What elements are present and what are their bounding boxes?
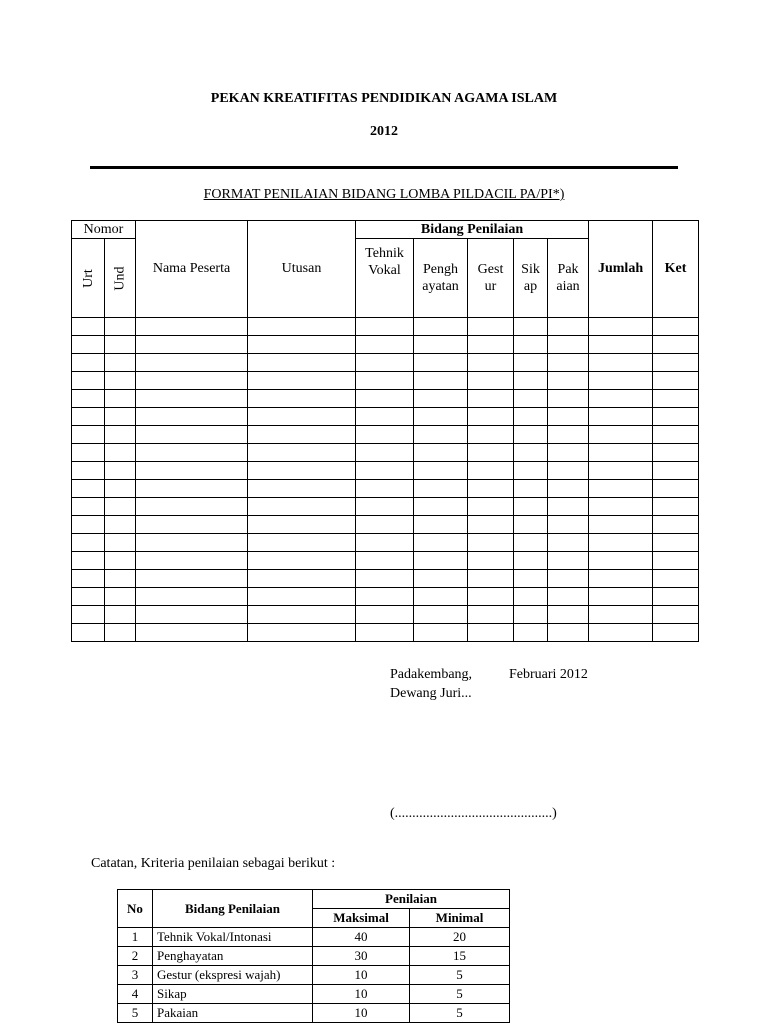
empty-cell (589, 390, 653, 408)
empty-cell (589, 318, 653, 336)
table-row (72, 624, 699, 642)
empty-cell (468, 390, 514, 408)
empty-cell (72, 606, 105, 624)
empty-cell (414, 354, 468, 372)
empty-cell (248, 498, 356, 516)
table-row (72, 426, 699, 444)
criteria-header-maksimal: Maksimal (313, 909, 410, 928)
empty-cell (136, 480, 248, 498)
table-row (72, 534, 699, 552)
empty-cell (548, 480, 589, 498)
header-pakaian: Pak aian (548, 239, 589, 318)
empty-cell (248, 480, 356, 498)
empty-cell (356, 390, 414, 408)
empty-cell (414, 462, 468, 480)
table-row (72, 498, 699, 516)
empty-cell (514, 624, 548, 642)
empty-cell (72, 318, 105, 336)
empty-cell (136, 516, 248, 534)
empty-cell (589, 354, 653, 372)
empty-cell (105, 588, 136, 606)
empty-cell (136, 372, 248, 390)
empty-cell (248, 606, 356, 624)
empty-cell (468, 606, 514, 624)
empty-cell (653, 426, 699, 444)
empty-cell (105, 354, 136, 372)
criteria-max: 30 (313, 947, 410, 966)
criteria-header-bidang: Bidang Penilaian (153, 890, 313, 928)
criteria-row (118, 985, 510, 1004)
empty-cell (105, 624, 136, 642)
criteria-no: 2 (118, 947, 153, 966)
criteria-note: Catatan, Kriteria penilaian sebagai berikut : (91, 856, 336, 871)
empty-cell (468, 426, 514, 444)
empty-cell (414, 444, 468, 462)
empty-cell (589, 624, 653, 642)
header-tehnik-vokal: Tehnik Vokal (356, 239, 414, 318)
empty-cell (589, 426, 653, 444)
empty-cell (136, 390, 248, 408)
empty-cell (589, 570, 653, 588)
empty-cell (653, 318, 699, 336)
empty-cell (248, 408, 356, 426)
table-row (72, 444, 699, 462)
empty-cell (468, 354, 514, 372)
criteria-header-minimal: Minimal (410, 909, 510, 928)
empty-cell (414, 588, 468, 606)
empty-cell (72, 534, 105, 552)
empty-cell (136, 570, 248, 588)
empty-cell (136, 318, 248, 336)
empty-cell (248, 318, 356, 336)
empty-cell (653, 372, 699, 390)
empty-cell (548, 372, 589, 390)
empty-cell (548, 426, 589, 444)
empty-cell (514, 570, 548, 588)
empty-cell (136, 462, 248, 480)
empty-cell (105, 390, 136, 408)
empty-cell (653, 498, 699, 516)
criteria-row (118, 966, 510, 985)
empty-cell (356, 516, 414, 534)
table-row (72, 516, 699, 534)
empty-cell (414, 498, 468, 516)
empty-cell (468, 318, 514, 336)
empty-cell (356, 606, 414, 624)
empty-cell (248, 390, 356, 408)
header-jumlah: Jumlah (589, 221, 653, 318)
empty-cell (548, 336, 589, 354)
criteria-name: Penghayatan (153, 947, 313, 966)
empty-cell (72, 408, 105, 426)
empty-cell (514, 318, 548, 336)
criteria-row (118, 947, 510, 966)
empty-cell (653, 570, 699, 588)
criteria-min: 20 (410, 928, 510, 947)
header-ket: Ket (653, 221, 699, 318)
empty-cell (548, 444, 589, 462)
criteria-max: 10 (313, 1004, 410, 1023)
empty-cell (468, 336, 514, 354)
empty-cell (136, 408, 248, 426)
empty-cell (136, 552, 248, 570)
empty-cell (248, 444, 356, 462)
empty-cell (514, 462, 548, 480)
empty-cell (414, 624, 468, 642)
empty-cell (414, 336, 468, 354)
empty-cell (514, 354, 548, 372)
criteria-name: Tehnik Vokal/Intonasi (153, 928, 313, 947)
empty-cell (468, 462, 514, 480)
header-penghayatan: Pengh ayatan (414, 239, 468, 318)
empty-cell (248, 534, 356, 552)
empty-cell (105, 570, 136, 588)
empty-cell (468, 480, 514, 498)
header-utusan: Utusan (248, 221, 356, 318)
empty-cell (105, 444, 136, 462)
empty-cell (468, 408, 514, 426)
empty-cell (136, 534, 248, 552)
empty-cell (468, 570, 514, 588)
empty-cell (248, 624, 356, 642)
document-year: 2012 (370, 124, 398, 139)
criteria-table (117, 889, 510, 1023)
empty-cell (414, 318, 468, 336)
empty-cell (356, 624, 414, 642)
empty-cell (589, 516, 653, 534)
empty-cell (514, 606, 548, 624)
header-gestur: Gest ur (468, 239, 514, 318)
empty-cell (136, 606, 248, 624)
empty-cell (653, 516, 699, 534)
empty-cell (105, 516, 136, 534)
table-row (72, 588, 699, 606)
empty-cell (136, 624, 248, 642)
empty-cell (514, 516, 548, 534)
header-und: Und (105, 239, 136, 318)
empty-cell (72, 570, 105, 588)
empty-cell (653, 624, 699, 642)
empty-cell (653, 336, 699, 354)
empty-cell (514, 408, 548, 426)
empty-cell (356, 354, 414, 372)
empty-cell (105, 552, 136, 570)
empty-cell (548, 624, 589, 642)
empty-cell (548, 606, 589, 624)
criteria-min: 5 (410, 1004, 510, 1023)
criteria-min: 15 (410, 947, 510, 966)
empty-cell (356, 444, 414, 462)
criteria-max: 40 (313, 928, 410, 947)
empty-cell (414, 570, 468, 588)
empty-cell (136, 426, 248, 444)
empty-cell (514, 552, 548, 570)
empty-cell (468, 498, 514, 516)
empty-cell (653, 408, 699, 426)
empty-cell (653, 480, 699, 498)
criteria-no: 4 (118, 985, 153, 1004)
empty-cell (414, 606, 468, 624)
empty-cell (514, 588, 548, 606)
empty-cell (589, 408, 653, 426)
empty-cell (248, 516, 356, 534)
empty-cell (548, 552, 589, 570)
table-row (72, 552, 699, 570)
signature-role: Dewang Juri... (390, 686, 472, 701)
empty-cell (72, 462, 105, 480)
empty-cell (589, 552, 653, 570)
criteria-header-penilaian: Penilaian (313, 890, 510, 909)
empty-cell (248, 372, 356, 390)
empty-cell (356, 336, 414, 354)
empty-cell (105, 606, 136, 624)
table-row (72, 354, 699, 372)
empty-cell (105, 426, 136, 444)
empty-cell (72, 390, 105, 408)
empty-cell (105, 372, 136, 390)
empty-cell (356, 426, 414, 444)
table-row (72, 336, 699, 354)
empty-cell (248, 336, 356, 354)
table-row (72, 480, 699, 498)
empty-cell (514, 390, 548, 408)
criteria-name: Gestur (ekspresi wajah) (153, 966, 313, 985)
empty-cell (248, 552, 356, 570)
empty-cell (72, 552, 105, 570)
empty-cell (468, 588, 514, 606)
empty-cell (468, 516, 514, 534)
empty-cell (468, 534, 514, 552)
empty-cell (468, 624, 514, 642)
empty-cell (653, 552, 699, 570)
empty-cell (105, 318, 136, 336)
table-row (72, 606, 699, 624)
empty-cell (136, 498, 248, 516)
empty-cell (414, 372, 468, 390)
empty-cell (653, 606, 699, 624)
empty-cell (248, 462, 356, 480)
criteria-max: 10 (313, 985, 410, 1004)
empty-cell (248, 588, 356, 606)
empty-cell (414, 426, 468, 444)
empty-cell (589, 606, 653, 624)
empty-cell (136, 336, 248, 354)
empty-cell (136, 588, 248, 606)
criteria-min: 5 (410, 966, 510, 985)
empty-cell (248, 426, 356, 444)
criteria-min: 5 (410, 985, 510, 1004)
empty-cell (136, 354, 248, 372)
criteria-row (118, 928, 510, 947)
empty-cell (356, 534, 414, 552)
table-row (72, 570, 699, 588)
empty-cell (548, 588, 589, 606)
empty-cell (589, 444, 653, 462)
empty-cell (72, 426, 105, 444)
table-row (72, 372, 699, 390)
empty-cell (72, 588, 105, 606)
empty-cell (248, 354, 356, 372)
empty-cell (514, 426, 548, 444)
criteria-header-no: No (118, 890, 153, 928)
empty-cell (105, 498, 136, 516)
empty-cell (653, 462, 699, 480)
table-row (72, 318, 699, 336)
empty-cell (548, 462, 589, 480)
empty-cell (356, 588, 414, 606)
empty-cell (414, 516, 468, 534)
criteria-no: 1 (118, 928, 153, 947)
empty-cell (548, 498, 589, 516)
title-rule (90, 166, 678, 169)
empty-cell (514, 498, 548, 516)
table-row (72, 462, 699, 480)
empty-cell (548, 390, 589, 408)
score-table (71, 220, 699, 642)
empty-cell (514, 480, 548, 498)
empty-cell (356, 552, 414, 570)
empty-cell (105, 462, 136, 480)
empty-cell (548, 408, 589, 426)
empty-cell (356, 408, 414, 426)
criteria-row (118, 1004, 510, 1023)
empty-cell (589, 372, 653, 390)
signature-place: Padakembang, (390, 667, 473, 682)
empty-cell (653, 588, 699, 606)
criteria-no: 3 (118, 966, 153, 985)
empty-cell (589, 534, 653, 552)
header-urt: Urt (72, 239, 105, 318)
document-title: PEKAN KREATIFITAS PENDIDIKAN AGAMA ISLAM (210, 91, 558, 106)
empty-cell (356, 498, 414, 516)
empty-cell (653, 444, 699, 462)
header-sikap: Sik ap (514, 239, 548, 318)
empty-cell (72, 624, 105, 642)
empty-cell (414, 534, 468, 552)
criteria-no: 5 (118, 1004, 153, 1023)
empty-cell (589, 588, 653, 606)
empty-cell (105, 480, 136, 498)
empty-cell (414, 408, 468, 426)
empty-cell (356, 462, 414, 480)
empty-cell (72, 444, 105, 462)
empty-cell (653, 390, 699, 408)
empty-cell (72, 354, 105, 372)
empty-cell (548, 354, 589, 372)
empty-cell (548, 516, 589, 534)
empty-cell (72, 336, 105, 354)
empty-cell (248, 570, 356, 588)
empty-cell (105, 408, 136, 426)
empty-cell (514, 336, 548, 354)
empty-cell (514, 534, 548, 552)
empty-cell (414, 552, 468, 570)
empty-cell (468, 444, 514, 462)
empty-cell (589, 462, 653, 480)
table-row (72, 390, 699, 408)
empty-cell (72, 372, 105, 390)
empty-cell (356, 372, 414, 390)
empty-cell (72, 480, 105, 498)
empty-cell (105, 534, 136, 552)
empty-cell (514, 444, 548, 462)
signature-date: Februari 2012 (509, 667, 588, 682)
empty-cell (414, 390, 468, 408)
empty-cell (72, 498, 105, 516)
empty-cell (653, 354, 699, 372)
criteria-name: Sikap (153, 985, 313, 1004)
header-bidang-penilaian: Bidang Penilaian (356, 221, 589, 239)
criteria-name: Pakaian (153, 1004, 313, 1023)
empty-cell (548, 570, 589, 588)
header-nama-peserta: Nama Peserta (136, 221, 248, 318)
empty-cell (589, 336, 653, 354)
empty-cell (548, 534, 589, 552)
empty-cell (589, 498, 653, 516)
empty-cell (356, 480, 414, 498)
empty-cell (136, 444, 248, 462)
empty-cell (548, 318, 589, 336)
document-subtitle: FORMAT PENILAIAN BIDANG LOMBA PILDACIL PA/PI*) (203, 187, 565, 202)
empty-cell (356, 318, 414, 336)
empty-cell (105, 336, 136, 354)
signature-line: (.............................................) (390, 806, 557, 821)
criteria-max: 10 (313, 966, 410, 985)
empty-cell (468, 552, 514, 570)
empty-cell (356, 570, 414, 588)
empty-cell (414, 480, 468, 498)
empty-cell (468, 372, 514, 390)
table-row (72, 408, 699, 426)
empty-cell (589, 480, 653, 498)
header-nomor: Nomor (72, 221, 136, 239)
empty-cell (514, 372, 548, 390)
empty-cell (653, 534, 699, 552)
empty-cell (72, 516, 105, 534)
